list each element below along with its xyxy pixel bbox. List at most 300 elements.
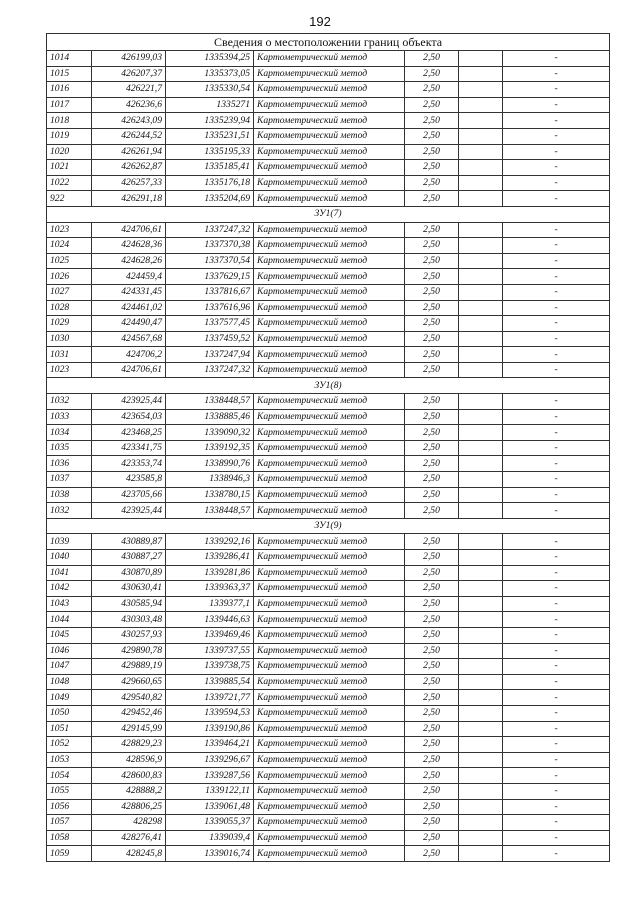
accuracy-cell: 2,50 [405, 830, 459, 846]
extra-cell [459, 721, 503, 737]
x-coordinate-cell: 428600,83 [92, 768, 166, 784]
x-coordinate-cell: 426221,7 [92, 82, 166, 98]
extra-cell [459, 284, 503, 300]
description-cell: - [503, 487, 610, 503]
section-label: ЗУ1(8) [47, 378, 610, 394]
table-row [47, 347, 610, 363]
x-coordinate-cell: 426262,87 [92, 160, 166, 176]
point-number-cell: 1036 [47, 456, 92, 472]
point-number-cell: 1034 [47, 425, 92, 441]
x-coordinate-cell: 423585,8 [92, 472, 166, 488]
point-number-cell: 1043 [47, 596, 92, 612]
table-row [47, 51, 610, 67]
description-cell: - [503, 690, 610, 706]
x-coordinate-cell: 424706,2 [92, 347, 166, 363]
extra-cell [459, 409, 503, 425]
description-cell: - [503, 721, 610, 737]
description-cell: - [503, 565, 610, 581]
y-coordinate-cell: 1339287,56 [166, 768, 254, 784]
table-row [47, 238, 610, 254]
description-cell: - [503, 409, 610, 425]
y-coordinate-cell: 1335204,69 [166, 191, 254, 207]
table-row [47, 487, 610, 503]
y-coordinate-cell: 1337247,94 [166, 347, 254, 363]
extra-cell [459, 456, 503, 472]
y-coordinate-cell: 1338885,46 [166, 409, 254, 425]
description-cell: - [503, 783, 610, 799]
accuracy-cell: 2,50 [405, 768, 459, 784]
accuracy-cell: 2,50 [405, 815, 459, 831]
accuracy-cell: 2,50 [405, 284, 459, 300]
x-coordinate-cell: 424490,47 [92, 316, 166, 332]
extra-cell [459, 783, 503, 799]
description-cell: - [503, 82, 610, 98]
x-coordinate-cell: 423925,44 [92, 394, 166, 410]
method-cell: Картометрический метод [254, 284, 405, 300]
method-cell: Картометрический метод [254, 674, 405, 690]
method-cell: Картометрический метод [254, 82, 405, 98]
table-row [47, 846, 610, 862]
extra-cell [459, 612, 503, 628]
x-coordinate-cell: 424706,61 [92, 362, 166, 378]
x-coordinate-cell: 424628,26 [92, 253, 166, 269]
y-coordinate-cell: 1339446,63 [166, 612, 254, 628]
method-cell: Картометрический метод [254, 66, 405, 82]
point-number-cell: 1027 [47, 284, 92, 300]
table-row [47, 783, 610, 799]
accuracy-cell: 2,50 [405, 269, 459, 285]
point-number-cell: 1021 [47, 160, 92, 176]
table-row [47, 752, 610, 768]
point-number-cell: 1035 [47, 440, 92, 456]
method-cell: Картометрический метод [254, 565, 405, 581]
y-coordinate-cell: 1335231,51 [166, 128, 254, 144]
description-cell: - [503, 550, 610, 566]
y-coordinate-cell: 1339738,75 [166, 659, 254, 675]
description-cell: - [503, 191, 610, 207]
y-coordinate-cell: 1339721,77 [166, 690, 254, 706]
table-row [47, 472, 610, 488]
method-cell: Картометрический метод [254, 581, 405, 597]
table-row [47, 331, 610, 347]
x-coordinate-cell: 429145,99 [92, 721, 166, 737]
accuracy-cell: 2,50 [405, 347, 459, 363]
section-row [47, 518, 610, 534]
description-cell: - [503, 144, 610, 160]
accuracy-cell: 2,50 [405, 222, 459, 238]
x-coordinate-cell: 429540,82 [92, 690, 166, 706]
x-coordinate-cell: 428245,8 [92, 846, 166, 862]
point-number-cell: 1030 [47, 331, 92, 347]
description-cell: - [503, 846, 610, 862]
point-number-cell: 1038 [47, 487, 92, 503]
extra-cell [459, 799, 503, 815]
y-coordinate-cell: 1338990,76 [166, 456, 254, 472]
description-cell: - [503, 737, 610, 753]
description-cell: - [503, 269, 610, 285]
table-row [47, 191, 610, 207]
y-coordinate-cell: 1339464,21 [166, 737, 254, 753]
point-number-cell: 1015 [47, 66, 92, 82]
accuracy-cell: 2,50 [405, 643, 459, 659]
accuracy-cell: 2,50 [405, 456, 459, 472]
method-cell: Картометрический метод [254, 175, 405, 191]
accuracy-cell: 2,50 [405, 409, 459, 425]
y-coordinate-cell: 1339090,32 [166, 425, 254, 441]
point-number-cell: 1052 [47, 737, 92, 753]
table-row [47, 113, 610, 129]
method-cell: Картометрический метод [254, 783, 405, 799]
extra-cell [459, 440, 503, 456]
extra-cell [459, 830, 503, 846]
extra-cell [459, 846, 503, 862]
extra-cell [459, 144, 503, 160]
description-cell: - [503, 51, 610, 67]
method-cell: Картометрический метод [254, 659, 405, 675]
accuracy-cell: 2,50 [405, 300, 459, 316]
x-coordinate-cell: 424567,68 [92, 331, 166, 347]
extra-cell [459, 113, 503, 129]
table-row [47, 581, 610, 597]
point-number-cell: 1053 [47, 752, 92, 768]
point-number-cell: 1019 [47, 128, 92, 144]
point-number-cell: 1014 [47, 51, 92, 67]
extra-cell [459, 82, 503, 98]
point-number-cell: 1041 [47, 565, 92, 581]
description-cell: - [503, 659, 610, 675]
table-row [47, 612, 610, 628]
table-row [47, 815, 610, 831]
extra-cell [459, 690, 503, 706]
accuracy-cell: 2,50 [405, 425, 459, 441]
x-coordinate-cell: 426244,52 [92, 128, 166, 144]
method-cell: Картометрический метод [254, 690, 405, 706]
method-cell: Картометрический метод [254, 830, 405, 846]
accuracy-cell: 2,50 [405, 503, 459, 519]
description-cell: - [503, 128, 610, 144]
description-cell: - [503, 331, 610, 347]
accuracy-cell: 2,50 [405, 674, 459, 690]
point-number-cell: 1057 [47, 815, 92, 831]
description-cell: - [503, 440, 610, 456]
accuracy-cell: 2,50 [405, 737, 459, 753]
method-cell: Картометрический метод [254, 300, 405, 316]
accuracy-cell: 2,50 [405, 316, 459, 332]
x-coordinate-cell: 426257,33 [92, 175, 166, 191]
x-coordinate-cell: 424628,36 [92, 238, 166, 254]
table-row [47, 66, 610, 82]
x-coordinate-cell: 430257,93 [92, 627, 166, 643]
y-coordinate-cell: 1338448,57 [166, 394, 254, 410]
y-coordinate-cell: 1335185,41 [166, 160, 254, 176]
table-row [47, 550, 610, 566]
table-row [47, 409, 610, 425]
y-coordinate-cell: 1339055,37 [166, 815, 254, 831]
description-cell: - [503, 284, 610, 300]
y-coordinate-cell: 1339363,37 [166, 581, 254, 597]
method-cell: Картометрический метод [254, 846, 405, 862]
method-cell: Картометрический метод [254, 425, 405, 441]
y-coordinate-cell: 1335195,33 [166, 144, 254, 160]
description-cell: - [503, 830, 610, 846]
y-coordinate-cell: 1337247,32 [166, 222, 254, 238]
table-row [47, 565, 610, 581]
method-cell: Картометрический метод [254, 472, 405, 488]
x-coordinate-cell: 430870,89 [92, 565, 166, 581]
accuracy-cell: 2,50 [405, 160, 459, 176]
method-cell: Картометрический метод [254, 503, 405, 519]
point-number-cell: 1046 [47, 643, 92, 659]
extra-cell [459, 705, 503, 721]
x-coordinate-cell: 426236,6 [92, 97, 166, 113]
point-number-cell: 1042 [47, 581, 92, 597]
method-cell: Картометрический метод [254, 362, 405, 378]
x-coordinate-cell: 424461,02 [92, 300, 166, 316]
x-coordinate-cell: 423341,75 [92, 440, 166, 456]
method-cell: Картометрический метод [254, 643, 405, 659]
point-number-cell: 1018 [47, 113, 92, 129]
method-cell: Картометрический метод [254, 97, 405, 113]
y-coordinate-cell: 1339885,54 [166, 674, 254, 690]
method-cell: Картометрический метод [254, 705, 405, 721]
accuracy-cell: 2,50 [405, 191, 459, 207]
point-number-cell: 1056 [47, 799, 92, 815]
accuracy-cell: 2,50 [405, 846, 459, 862]
table-row [47, 253, 610, 269]
description-cell: - [503, 253, 610, 269]
y-coordinate-cell: 1337459,52 [166, 331, 254, 347]
accuracy-cell: 2,50 [405, 612, 459, 628]
accuracy-cell: 2,50 [405, 472, 459, 488]
y-coordinate-cell: 1335239,94 [166, 113, 254, 129]
table-row [47, 721, 610, 737]
accuracy-cell: 2,50 [405, 113, 459, 129]
point-number-cell: 1028 [47, 300, 92, 316]
point-number-cell: 1037 [47, 472, 92, 488]
description-cell: - [503, 596, 610, 612]
point-number-cell: 1017 [47, 97, 92, 113]
table-row [47, 643, 610, 659]
accuracy-cell: 2,50 [405, 487, 459, 503]
table-row [47, 503, 610, 519]
point-number-cell: 1051 [47, 721, 92, 737]
extra-cell [459, 222, 503, 238]
y-coordinate-cell: 1335394,25 [166, 51, 254, 67]
y-coordinate-cell: 1335271 [166, 97, 254, 113]
method-cell: Картометрический метод [254, 768, 405, 784]
table-row [47, 175, 610, 191]
method-cell: Картометрический метод [254, 596, 405, 612]
description-cell: - [503, 394, 610, 410]
x-coordinate-cell: 424331,45 [92, 284, 166, 300]
point-number-cell: 1022 [47, 175, 92, 191]
accuracy-cell: 2,50 [405, 659, 459, 675]
section-row [47, 206, 610, 222]
description-cell: - [503, 674, 610, 690]
extra-cell [459, 643, 503, 659]
extra-cell [459, 269, 503, 285]
point-number-cell: 922 [47, 191, 92, 207]
method-cell: Картометрический метод [254, 394, 405, 410]
x-coordinate-cell: 423925,44 [92, 503, 166, 519]
description-cell: - [503, 503, 610, 519]
y-coordinate-cell: 1339469,46 [166, 627, 254, 643]
point-number-cell: 1047 [47, 659, 92, 675]
x-coordinate-cell: 430585,94 [92, 596, 166, 612]
extra-cell [459, 534, 503, 550]
point-number-cell: 1049 [47, 690, 92, 706]
x-coordinate-cell: 426291,18 [92, 191, 166, 207]
y-coordinate-cell: 1339286,41 [166, 550, 254, 566]
description-cell: - [503, 113, 610, 129]
accuracy-cell: 2,50 [405, 705, 459, 721]
extra-cell [459, 331, 503, 347]
extra-cell [459, 128, 503, 144]
method-cell: Картометрический метод [254, 269, 405, 285]
point-number-cell: 1045 [47, 627, 92, 643]
point-number-cell: 1020 [47, 144, 92, 160]
extra-cell [459, 737, 503, 753]
accuracy-cell: 2,50 [405, 175, 459, 191]
method-cell: Картометрический метод [254, 144, 405, 160]
extra-cell [459, 487, 503, 503]
method-cell: Картометрический метод [254, 222, 405, 238]
x-coordinate-cell: 429660,65 [92, 674, 166, 690]
description-cell: - [503, 456, 610, 472]
x-coordinate-cell: 430630,41 [92, 581, 166, 597]
description-cell: - [503, 425, 610, 441]
table-row [47, 284, 610, 300]
accuracy-cell: 2,50 [405, 627, 459, 643]
extra-cell [459, 253, 503, 269]
accuracy-cell: 2,50 [405, 394, 459, 410]
y-coordinate-cell: 1337616,96 [166, 300, 254, 316]
accuracy-cell: 2,50 [405, 238, 459, 254]
y-coordinate-cell: 1338946,3 [166, 472, 254, 488]
accuracy-cell: 2,50 [405, 550, 459, 566]
table-row [47, 830, 610, 846]
extra-cell [459, 347, 503, 363]
y-coordinate-cell: 1339190,86 [166, 721, 254, 737]
y-coordinate-cell: 1337629,15 [166, 269, 254, 285]
extra-cell [459, 752, 503, 768]
method-cell: Картометрический метод [254, 409, 405, 425]
point-number-cell: 1048 [47, 674, 92, 690]
y-coordinate-cell: 1339061,48 [166, 799, 254, 815]
accuracy-cell: 2,50 [405, 128, 459, 144]
x-coordinate-cell: 426199,03 [92, 51, 166, 67]
extra-cell [459, 362, 503, 378]
accuracy-cell: 2,50 [405, 534, 459, 550]
accuracy-cell: 2,50 [405, 51, 459, 67]
y-coordinate-cell: 1335330,54 [166, 82, 254, 98]
table-row [47, 690, 610, 706]
table-row [47, 269, 610, 285]
description-cell: - [503, 300, 610, 316]
method-cell: Картометрический метод [254, 128, 405, 144]
y-coordinate-cell: 1339737,55 [166, 643, 254, 659]
description-cell: - [503, 768, 610, 784]
point-number-cell: 1055 [47, 783, 92, 799]
point-number-cell: 1032 [47, 394, 92, 410]
accuracy-cell: 2,50 [405, 783, 459, 799]
table-row [47, 316, 610, 332]
y-coordinate-cell: 1335373,05 [166, 66, 254, 82]
accuracy-cell: 2,50 [405, 82, 459, 98]
extra-cell [459, 596, 503, 612]
point-number-cell: 1039 [47, 534, 92, 550]
method-cell: Картометрический метод [254, 347, 405, 363]
table-row [47, 394, 610, 410]
accuracy-cell: 2,50 [405, 253, 459, 269]
y-coordinate-cell: 1337577,45 [166, 316, 254, 332]
description-cell: - [503, 581, 610, 597]
table-row [47, 456, 610, 472]
description-cell: - [503, 362, 610, 378]
table-row [47, 737, 610, 753]
point-number-cell: 1054 [47, 768, 92, 784]
y-coordinate-cell: 1339296,67 [166, 752, 254, 768]
extra-cell [459, 316, 503, 332]
table-row [47, 362, 610, 378]
description-cell: - [503, 175, 610, 191]
method-cell: Картометрический метод [254, 815, 405, 831]
x-coordinate-cell: 423353,74 [92, 456, 166, 472]
point-number-cell: 1024 [47, 238, 92, 254]
section-label: ЗУ1(9) [47, 518, 610, 534]
method-cell: Картометрический метод [254, 253, 405, 269]
extra-cell [459, 659, 503, 675]
accuracy-cell: 2,50 [405, 362, 459, 378]
description-cell: - [503, 222, 610, 238]
method-cell: Картометрический метод [254, 534, 405, 550]
table-row [47, 144, 610, 160]
table-row [47, 160, 610, 176]
point-number-cell: 1025 [47, 253, 92, 269]
table-row [47, 674, 610, 690]
point-number-cell: 1023 [47, 362, 92, 378]
extra-cell [459, 768, 503, 784]
extra-cell [459, 581, 503, 597]
extra-cell [459, 160, 503, 176]
accuracy-cell: 2,50 [405, 799, 459, 815]
description-cell: - [503, 534, 610, 550]
point-number-cell: 1029 [47, 316, 92, 332]
accuracy-cell: 2,50 [405, 144, 459, 160]
point-number-cell: 1059 [47, 846, 92, 862]
extra-cell [459, 674, 503, 690]
description-cell: - [503, 815, 610, 831]
x-coordinate-cell: 429889,19 [92, 659, 166, 675]
y-coordinate-cell: 1339039,4 [166, 830, 254, 846]
method-cell: Картометрический метод [254, 487, 405, 503]
table-title-row [47, 34, 610, 51]
method-cell: Картометрический метод [254, 721, 405, 737]
x-coordinate-cell: 430303,48 [92, 612, 166, 628]
x-coordinate-cell: 429890,78 [92, 643, 166, 659]
method-cell: Картометрический метод [254, 51, 405, 67]
extra-cell [459, 300, 503, 316]
description-cell: - [503, 472, 610, 488]
accuracy-cell: 2,50 [405, 565, 459, 581]
description-cell: - [503, 97, 610, 113]
table-row [47, 768, 610, 784]
method-cell: Картометрический метод [254, 191, 405, 207]
section-row [47, 378, 610, 394]
method-cell: Картометрический метод [254, 627, 405, 643]
point-number-cell: 1058 [47, 830, 92, 846]
table-row [47, 596, 610, 612]
